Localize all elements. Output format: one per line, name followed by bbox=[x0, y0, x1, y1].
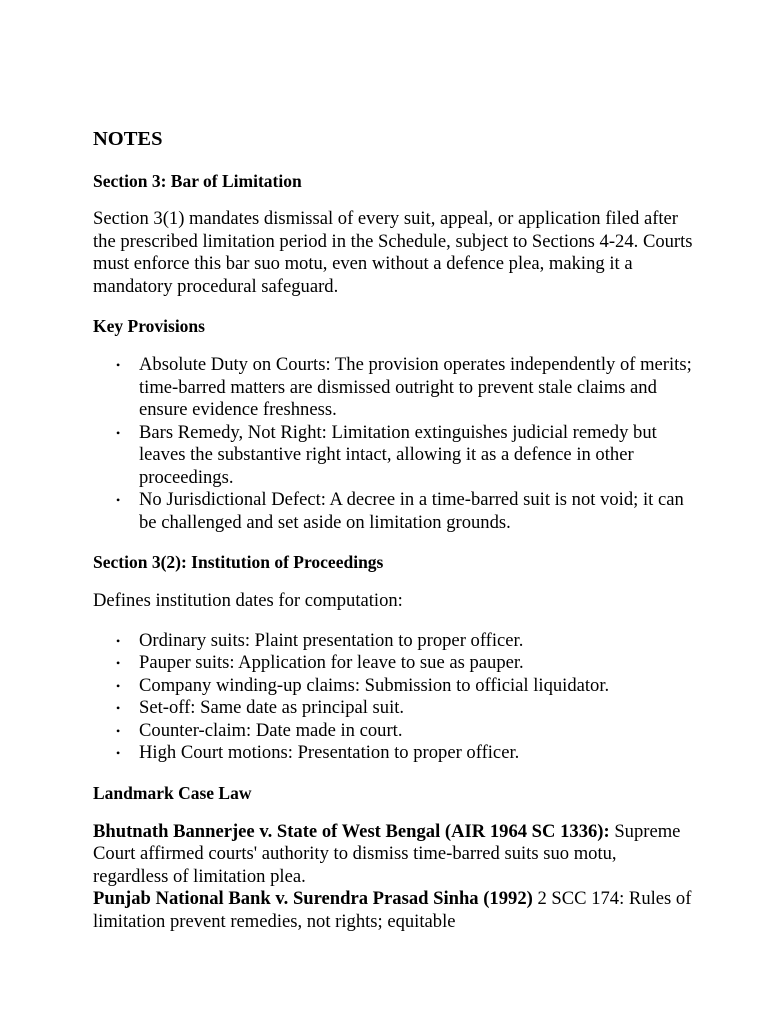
case-law-heading: Landmark Case Law bbox=[93, 782, 252, 803]
section-3-2-intro: Defines institution dates for computation: bbox=[93, 590, 403, 611]
list-item: • Counter-claim: Date made in court. bbox=[116, 719, 403, 741]
list-item: • Bars Remedy, Not Right: Limitation extinguishes judicial remedy but leaves the substantive right intact, allowing it as a defence in other proceedings. bbox=[116, 421, 657, 488]
case-name-bhutnath: Bhutnath Bannerjee v. State of West Bengal (AIR 1964 SC 1336): bbox=[93, 820, 610, 842]
case-text-bhutnath: Supreme Court affirmed courts' authority to dismiss time-barred suits suo motu, regardless of limitation plea. bbox=[93, 820, 681, 887]
bullet-icon: • bbox=[116, 633, 121, 648]
key-provisions-list bbox=[93, 354, 693, 534]
case-name-punjab: Punjab National Bank v. Surendra Prasad Sinha (1992) bbox=[93, 888, 533, 909]
key-provisions-heading: Key Provisions bbox=[93, 316, 205, 336]
bullet-icon: • bbox=[116, 678, 121, 693]
list-item: • High Court motions: Presentation to proper officer. bbox=[116, 742, 520, 763]
section-3-2-heading: Section 3(2): Institution of Proceedings bbox=[93, 552, 384, 572]
list-item: • Set-off: Same date as principal suit. bbox=[116, 697, 405, 718]
institution-list bbox=[93, 630, 693, 765]
section-3-paragraph: Section 3(1) mandates dismissal of every suit, appeal, or application filed after the prescribed limitation period in the Schedule, subject to Sections 4-24. Courts must enforce this bar suo motu, even without a defence plea, making it a mandatory procedural safeguard. bbox=[93, 208, 693, 297]
bullet-icon: • bbox=[116, 425, 121, 440]
list-item: • Ordinary suits: Plaint presentation to proper officer. bbox=[116, 629, 524, 651]
bullet-icon: • bbox=[116, 358, 121, 372]
bullet-icon: • bbox=[116, 746, 121, 760]
bullet-icon: • bbox=[116, 493, 121, 507]
list-item: • Absolute Duty on Courts: The provision operates independently of merits; time-barred matters are dismissed outright to prevent stale claims and ensure evidence freshness. bbox=[116, 354, 692, 420]
list-item: • Pauper suits: Application for leave to sue as pauper. bbox=[116, 652, 524, 673]
list-item: • Company winding-up claims: Submission to official liquidator. bbox=[116, 674, 610, 696]
notes-title: NOTES bbox=[93, 128, 163, 150]
case-law-paragraph bbox=[93, 821, 693, 934]
case-text-punjab: 2 SCC 174: Rules of limitation prevent remedies, not rights; equitable bbox=[93, 888, 692, 932]
list-item: • No Jurisdictional Defect: A decree in a time-barred suit is not void; it can be challenged and set aside on limitation grounds. bbox=[116, 489, 684, 533]
bullet-icon: • bbox=[116, 656, 121, 670]
document-page bbox=[93, 124, 693, 933]
bullet-icon: • bbox=[116, 701, 121, 715]
bullet-icon: • bbox=[116, 723, 121, 738]
section-3-heading: Section 3: Bar of Limitation bbox=[93, 171, 302, 191]
